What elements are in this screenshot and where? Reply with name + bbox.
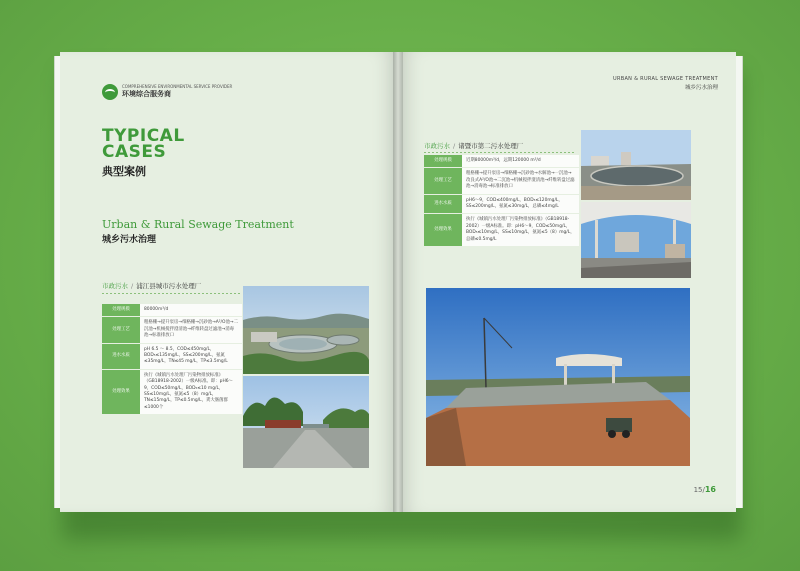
case-divider — [424, 152, 576, 153]
table-row — [424, 214, 579, 247]
row-value: 80000m³/d — [140, 304, 242, 317]
case-divider — [102, 293, 242, 294]
leaf-logo-icon — [102, 84, 118, 100]
table-row — [424, 194, 579, 214]
case-separator: / — [131, 281, 134, 290]
case-title — [424, 141, 523, 150]
left-page — [60, 52, 398, 512]
logo-chinese-text: 环境综合服务商 — [122, 90, 171, 99]
case-title — [102, 281, 201, 290]
table-row — [102, 343, 242, 369]
case-name: 浦江县城市污水处理厂 — [136, 282, 202, 290]
page-heading — [102, 128, 185, 160]
table-row — [102, 317, 242, 343]
logo-english-text: COMPREHENSIVE ENVIRONMENTAL SERVICE PROVIDER — [122, 83, 233, 89]
row-value: 粗格栅→提升泵房→细格栅→沉砂池→水解池→一沉池→改良式A²/O池→二沉池→机械搅拌澄清池→纤维转盘过滤池→消毒池→标准排放口 — [462, 168, 579, 194]
table-row — [424, 168, 579, 194]
case-tag: 市政污水 — [102, 282, 128, 290]
row-label: 处理规模 — [424, 155, 462, 168]
right-page — [398, 52, 736, 512]
running-header-chinese: 城乡污水治理 — [684, 85, 718, 91]
table-row — [102, 369, 242, 414]
row-value: 粗格栅→提升泵房→细格栅→沉砂池→A²/O池→二沉池→机械搅拌澄清池→纤维转盘过滤池→消毒池→标准排放口 — [140, 317, 242, 343]
row-value: pH 6.5 ～ 8.5，COD≤450mg/L，BOD₅≤135mg/L，SS≤200mg/L，氨氮≤35mg/L，TN≤45 mg/L，TP≤3.5mg/L — [140, 343, 242, 369]
table-row — [102, 304, 242, 317]
case-name: 诸暨市第二污水处理厂 — [458, 142, 524, 150]
section-title-chinese: 城乡污水治理 — [102, 235, 157, 245]
row-label: 处理工艺 — [424, 168, 462, 194]
row-label: 处理工艺 — [102, 317, 140, 343]
row-value: 执行《城镇污水处理厂污染物排放标准》（GB18918-2002）一级A标准。即：pH6～9，COD≤50mg/L，BOD₅≤10mg/L，SS≤10mg/L，氨氮≤5（8）mg/L，总磷≤0.5mg/L — [462, 214, 579, 247]
page-number-prefix: 15/ — [693, 486, 705, 494]
case-info-table — [424, 155, 579, 247]
running-header-english: URBAN & RURAL SEWAGE TREATMENT — [612, 76, 718, 82]
row-value: 近期80000m³/d，远期120000 m³/d — [462, 155, 579, 168]
book-spine — [393, 52, 403, 512]
row-label: 处理效果 — [424, 214, 462, 247]
table-row — [424, 155, 579, 168]
row-label: 进水水质 — [102, 343, 140, 369]
heading-line-2: CASES — [102, 142, 167, 162]
pavilion-photo — [581, 202, 691, 278]
row-label: 进水水质 — [424, 194, 462, 214]
row-label: 处理规模 — [102, 304, 140, 317]
case-tag: 市政污水 — [424, 142, 450, 150]
section-title-english: Urban & Rural Sewage Treatment — [102, 218, 294, 231]
construction-site-photo — [426, 288, 690, 466]
page-number-current: 16 — [704, 485, 716, 494]
company-logo — [102, 84, 232, 100]
row-value: 执行《城镇污水处理厂污染物排放标准》（GB18918-2002）一级A标准。即：pH6～9，COD≤50mg/L，BOD₅≤10 mg/L，SS≤10mg/L，氨氮≤5（8）mg/L，TN≤15mg/L，TP≤0.5mg/L，粪大肠菌群≤1000个 — [140, 369, 242, 414]
case-info-table — [102, 304, 242, 415]
heading-line-1: TYPICAL — [102, 126, 185, 146]
plant-aerial-photo — [243, 286, 369, 374]
case-separator: / — [453, 141, 456, 150]
right-page-edge — [736, 56, 743, 508]
page-number — [694, 485, 716, 494]
row-value: pH6～9，COD≤400mg/L，BOD₅≤120mg/L，SS≤200mg/L，氨氮≤30mg/L，总磷≤4mg/L — [462, 194, 579, 214]
plant-entrance-photo — [243, 376, 369, 468]
row-label: 处理效果 — [102, 369, 140, 414]
tank-photo — [581, 130, 691, 200]
heading-chinese: 典型案例 — [102, 165, 146, 178]
